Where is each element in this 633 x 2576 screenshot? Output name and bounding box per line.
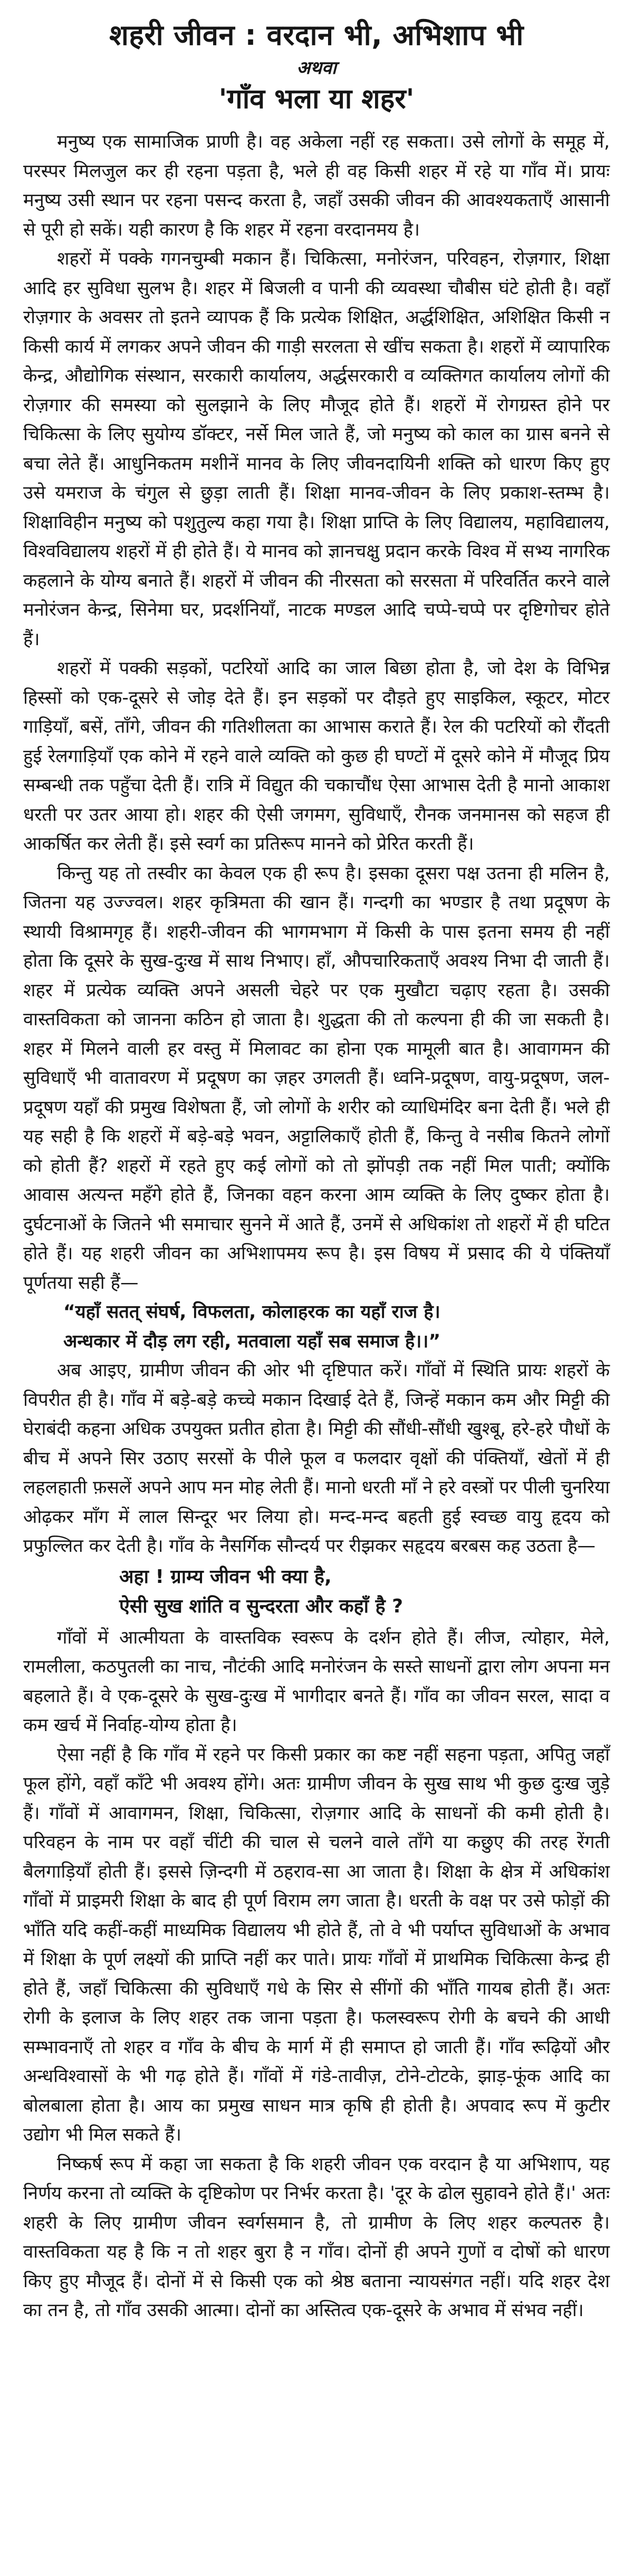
paragraph-conclusion: निष्कर्ष रूप में कहा जा सकता है कि शहरी जीवन एक वरदान है या अभिशाप, यह निर्णय करना तो व्यक्ति के दृष्टिकोण पर निर्भर करता है। 'दूर के ढोल सुहावने होते हैं।' अतः शहरी के लिए ग्रामीण जीवन स्वर्गसमान है, तो ग्रामीण के लिए शहर कल्पतरु है। वास्तविकता यह है कि न तो शहर बुरा है न गाँव। दोनों ही अपने गुणों व दोषों को धारण किए हुए मौजूद हैं। दोनों में से किसी एक को श्रेष्ठ बताना न्यायसंगत नहीं। यदि शहर देश का तन है, तो गाँव उसकी आत्मा। दोनों का अस्तित्व एक-दूसरे के अभाव में संभव नहीं। xyxy=(23,2153,610,2321)
village-poem xyxy=(23,1562,610,1621)
essay-title: शहरी जीवन : वरदान भी, अभिशाप भी xyxy=(109,18,524,52)
essay-body xyxy=(23,128,610,2326)
paragraph-village-intro: अब आइए, ग्रामीण जीवन की ओर भी दृष्टिपात करें। गाँवों में स्थिति प्रायः शहरों के विपरीत ही है। गाँव में बड़े-बड़े कच्चे मकान दिखाई देते हैं, जिन्हें मकान कम और मिट्टी की घेराबंदी कहना अधिक उपयुक्त प्रतीत होता है। मिट्टी की सौंधी-सौंधी खुश्बू, हरे-हरे पौधों के बीच में अपने सिर उठाए सरसों के पीले फूल व फलदार वृक्षों की पंक्तियाँ, खेतों में ही लहलहाती फ़सलें अपने आप मन मोह लेती हैं। मानो धरती माँ ने हरे वस्त्रों पर पीली चुनरिया ओढ़कर माँग में लाल सिन्दूर भर लिया हो। मन्द-मन्द बहती हुई स्वच्छ वायु हृदय को प्रफुल्लित कर देती है। गाँव के नैसर्गिक सौन्दर्य पर रीझकर सहृदय बरबस कह उठता है— xyxy=(23,1360,610,1557)
essay-subtitle: 'गाँव भला या शहर' xyxy=(218,83,415,115)
paragraph-village-life: गाँवों में आत्मीयता के वास्तविक स्वरूप के दर्शन होते हैं। लीज, त्योहार, मेले, रामलीला, कठपुतली का नाच, नौटंकी आदि मनोरंजन के सस्ते साधनों द्वारा लोग अपना मन बहलाते हैं। वे एक-दूसरे के सुख-दुःख में भागीदार बनते हैं। गाँव का जीवन सरल, सादा व कम खर्च में निर्वाह-योग्य होता है। xyxy=(23,1627,610,1736)
poem-line: अहा ! ग्राम्य जीवन भी क्या है, xyxy=(119,1566,332,1588)
quote-line: “यहाँ सतत् संघर्ष, विफलता, कोलाहरक का यहाँ राज है। xyxy=(63,1301,440,1323)
paragraph-city-roads: शहरों में पक्की सड़कों, पटरियों आदि का जाल बिछा होता है, जो देश के विभिन्न हिस्सों को एक-दूसरे से जोड़ देते हैं। इन सड़कों पर दौड़ते हुए साइकिल, स्कूटर, मोटर गाड़ियाँ, बसें, ताँगे, जीवन की गतिशीलता का आभास कराते हैं। रेल की पटरियों को रौंदती हुई रेलगाड़ियाँ एक कोने में रहने वाले व्यक्ति को कुछ ही घण्टों में दूसरे कोने में मौजूद प्रिय सम्बन्धी तक पहुँचा देती हैं। रात्रि में विद्युत की चकाचौंध ऐसा आभास देती है मानो आकाश धरती पर उतर आया हो। शहर की ऐसी जगमग, सुविधाएँ, रौनक जनमानस को सहज ही आकर्षित कर लेती हैं। इसे स्वर्ग का प्रतिरूप मानने को प्रेरित करती हैं। xyxy=(23,658,610,854)
paragraph-city-facilities: शहरों में पक्के गगनचुम्बी मकान हैं। चिकित्सा, मनोरंजन, परिवहन, रोज़गार, शिक्षा आदि हर सुविधा सुलभ है। शहर में बिजली व पानी की व्यवस्था चौबीस घंटे होती है। वहाँ रोज़गार के अवसर तो इतने व्यापक हैं कि प्रत्येक शिक्षित, अर्द्धशिक्षित, अशिक्षित किसी न किसी कार्य में लगकर अपने जीवन की गाड़ी सरलता से खींच सकता है। शहरों में व्यापारिक केन्द्र, औद्योगिक संस्थान, सरकारी कार्यालय, अर्द्धसरकारी व व्यक्तिगत कार्यालय लोगों की रोज़गार की समस्या को सुलझाने के लिए मौजूद होते हैं। शहरों में रोगग्रस्त होने पर चिकित्सा के लिए सुयोग्य डॉक्टर, नर्से मिल जाते हैं, जो मनुष्य को काल का ग्रास बनने से बचा लेते हैं। आधुनिकतम मशीनें मानव के लिए जीवनदायिनी शक्ति को धारण किए हुए उसे यमराज के चंगुल से छुड़ा लाती हैं। शिक्षा मानव-जीवन के लिए प्रकाश-स्तम्भ है। शिक्षाविहीन मनुष्य को पशुतुल्य कहा गया है। शिक्षा प्राप्ति के लिए विद्यालय, महाविद्यालय, विश्वविद्यालय शहरों में ही होते हैं। ये मानव को ज्ञानचक्षु प्रदान करके विश्व में सभ्य नागरिक कहलाने के योग्य बनाते हैं। शहरों में जीवन की नीरसता को सरसता में परिवर्तित करने वाले मनोरंजन केन्द्र, सिनेमा घर, प्रदर्शनियाँ, नाटक मण्डल आदि चप्पे-चप्पे पर दृष्टिगोचर होते हैं। xyxy=(23,248,610,650)
or-connector: अथवा xyxy=(296,57,337,79)
prasad-quote xyxy=(23,1298,610,1356)
title-block xyxy=(23,15,610,118)
paragraph-village-drawbacks: ऐसा नहीं है कि गाँव में रहने पर किसी प्रकार का कष्ट नहीं सहना पड़ता, अपितु जहाँ फूल होंगे, वहाँ काँटे भी अवश्य होंगे। अतः ग्रामीण जीवन के सुख साथ भी कुछ दुःख जुड़े हैं। गाँवों में आवागमन, शिक्षा, चिकित्सा, रोज़गार आदि के साधनों की कमी होती है। परिवहन के नाम पर वहाँ चींटी की चाल से चलने वाले ताँगे या कछुए की तरह रेंगती बैलगाड़ियाँ होती हैं। इससे ज़िन्दगी में ठहराव-सा आ जाता है। शिक्षा के क्षेत्र में अधिकांश गाँवों में प्राइमरी शिक्षा के बाद ही पूर्ण विराम लग जाता है। धरती के वक्ष पर उसे फोड़ों की भाँति यदि कहीं-कहीं माध्यमिक विद्यालय भी होते हैं, तो वे भी पर्याप्त सुविधाओं के अभाव में शिक्षा के पूर्ण लक्ष्यों की प्राप्ति नहीं कर पाते। प्रायः गाँवों में प्राथमिक चिकित्सा केन्द्र ही होते हैं, जहाँ चिकित्सा की सुविधाएँ गधे के सिर से सींगों की भाँति गायब होती हैं। अतः रोगी के इलाज के लिए शहर तक जाना पड़ता है। फलस्वरूप रोगी के बचने की आधी सम्भावनाएँ तो शहर व गाँव के बीच के मार्ग में ही समाप्त हो जाती हैं। गाँव रूढ़ियों और अन्धविश्वासों के भी गढ़ होते हैं। गाँवों में गंडे-तावीज़, टोने-टोटके, झाड़-फूंक आदि का बोलबाला होता है। आय का प्रमुख साधन मात्र कृषि ही होती है। अपवाद रूप में कुटीर उद्योग भी मिल सकते हैं। xyxy=(23,1744,610,2145)
poem-line: ऐसी सुख शांति व सुन्दरता और कहाँ है ? xyxy=(119,1595,404,1617)
quote-line: अन्धकार में दौड़ लग रही, मतवाला यहाँ सब समाज है।।” xyxy=(63,1330,441,1352)
paragraph-city-drawbacks: किन्तु यह तो तस्वीर का केवल एक ही रूप है। इसका दूसरा पक्ष उतना ही मलिन है, जितना यह उज्ज्वल। शहर कृत्रिमता की खान हैं। गन्दगी का भण्डार है तथा प्रदूषण के स्थायी विश्रामगृह हैं। शहरी-जीवन की भागमभाग में किसी के पास इतना समय ही नहीं होता कि दूसरे के सुख-दुःख में साथ निभाए। हाँ, औपचारिकताएँ अवश्य निभा दी जाती हैं। शहर में प्रत्येक व्यक्ति अपने असली चेहरे पर एक मुखौटा चढ़ाए रहता है। उसकी वास्तविकता को जानना कठिन हो जाता है। शुद्धता की तो कल्पना ही की जा सकती है। शहर में मिलने वाली हर वस्तु में मिलावट का होना एक मामूली बात है। आवागमन की सुविधाएँ भी वातावरण में प्रदूषण का ज़हर उगलती हैं। ध्वनि-प्रदूषण, वायु-प्रदूषण, जल-प्रदूषण यहाँ की प्रमुख विशेषता हैं, जो लोगों के शरीर को व्याधिमंदिर बना देती हैं। भले ही यह सही है कि शहरों में बड़े-बड़े भवन, अट्टालिकाएँ होती हैं, किन्तु वे नसीब कितने लोगों को होती हैं? शहरों में रहते हुए कई लोगों को तो झोंपड़ी तक नहीं मिल पाती; क्योंकि आवास अत्यन्त महँगे होते हैं, जिनका वहन करना आम व्यक्ति के लिए दुष्कर होता है। दुर्घटनाओं के जितने भी समाचार सुनने में आते हैं, उनमें से अधिकांश तो शहरों में ही घटित होते हैं। यह शहरी जीवन का अभिशापमय रूप है। इस विषय में प्रसाद की ये पंक्तियाँ पूर्णतया सही हैं— xyxy=(23,862,610,1294)
paragraph-intro: मनुष्य एक सामाजिक प्राणी है। वह अकेला नहीं रह सकता। उसे लोगों के समूह में, परस्पर मिलजुल कर ही रहना पड़ता है, भले ही वह किसी शहर में रहे या गाँव में। प्रायः मनुष्य उसी स्थान पर रहना पसन्द करता है, जहाँ उसकी जीवन की आवश्यकताएँ आसानी से पूरी हो सकें। यही कारण है कि शहर में रहना वरदानमय है। xyxy=(23,131,610,240)
